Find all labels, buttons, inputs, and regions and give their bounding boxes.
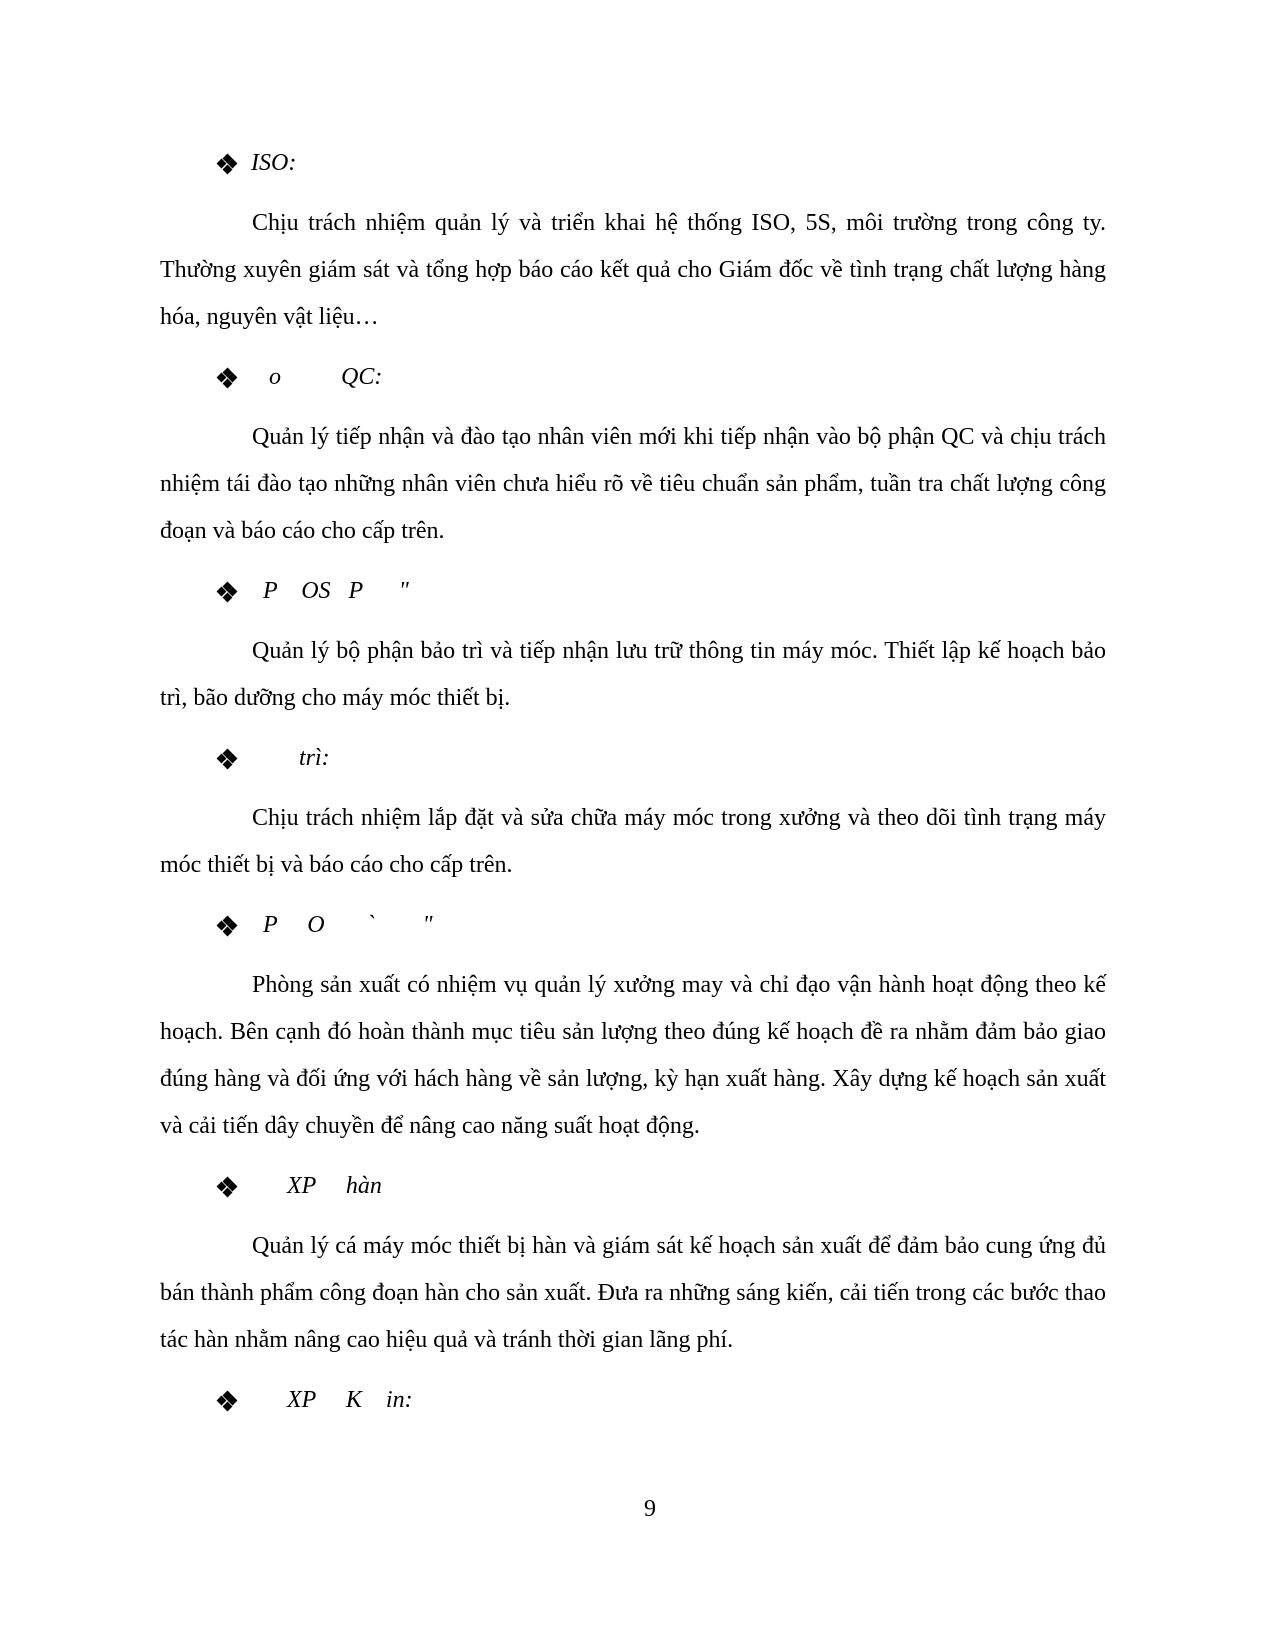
paragraph-bao-tri-quanly: Quản lý bộ phận bảo trì và tiếp nhận lưu trữ thông tin máy móc. Thiết lập kế hoạch bảo trì, bão dưỡng cho máy móc thiết bị. bbox=[160, 638, 1106, 711]
bullet-heading-tri bbox=[218, 735, 1106, 782]
heading-text: P O ` " bbox=[251, 912, 433, 938]
heading-text: XP hàn bbox=[251, 1173, 382, 1199]
bullet-heading-xp-k-in bbox=[218, 1377, 1106, 1424]
four-diamond-bullet-icon bbox=[218, 369, 236, 387]
bullet-heading-p-os bbox=[218, 568, 1106, 615]
heading-text: o QC: bbox=[251, 364, 383, 390]
heading-text: XP K in: bbox=[251, 1387, 413, 1413]
paragraph-san-xuat: Phòng sản xuất có nhiệm vụ quản lý xưởng may và chỉ đạo vận hành hoạt động theo kế hoạch. Bên cạnh đó hoàn thành mục tiêu sản lượng theo đúng kế hoạch đề ra nhằm đảm bảo giao đúng hàng và đối ứng với hách hàng về sản lượng, kỳ hạn xuất hàng. Xây dựng kế hoạch sản xuất và cải tiến dây chuyền để nâng cao năng suất hoạt động. bbox=[160, 972, 1106, 1139]
paragraph-qc: Quản lý tiếp nhận và đào tạo nhân viên mới khi tiếp nhận vào bộ phận QC và chịu trách nhiệm tái đào tạo những nhân viên chưa hiểu rõ về tiêu chuẩn sản phẩm, tuần tra chất lượng công đoạn và báo cáo cho cấp trên. bbox=[160, 424, 1106, 544]
heading-text: ISO: bbox=[251, 150, 297, 176]
four-diamond-bullet-icon bbox=[218, 750, 236, 768]
page-number: 9 bbox=[644, 1496, 656, 1522]
bullet-heading-qc bbox=[218, 354, 1106, 401]
four-diamond-bullet-icon bbox=[218, 1392, 236, 1410]
paragraph-iso: Chịu trách nhiệm quản lý và triển khai hệ thống ISO, 5S, môi trường trong công ty. Thường xuyên giám sát và tổng hợp báo cáo kết quả cho Giám đốc về tình trạng chất lượng hàng hóa, nguyên vật liệu… bbox=[160, 210, 1106, 330]
four-diamond-bullet-icon bbox=[218, 583, 236, 601]
paragraph-xp-han: Quản lý cá máy móc thiết bị hàn và giám sát kế hoạch sản xuất để đảm bảo cung ứng đủ bán thành phẩm công đoạn hàn cho sản xuất. Đưa ra những sáng kiến, cải tiến trong các bước thao tác hàn nhằm nâng cao hiệu quả và tránh thời gian lãng phí. bbox=[160, 1233, 1106, 1353]
four-diamond-bullet-icon bbox=[218, 1178, 236, 1196]
paragraph-tri: Chịu trách nhiệm lắp đặt và sửa chữa máy móc trong xưởng và theo dõi tình trạng máy móc thiết bị và báo cáo cho cấp trên. bbox=[160, 805, 1106, 878]
document-content bbox=[160, 140, 1106, 1437]
four-diamond-bullet-icon bbox=[218, 917, 236, 935]
bullet-heading-p-o bbox=[218, 902, 1106, 949]
four-diamond-bullet-icon bbox=[218, 155, 236, 173]
bullet-heading-iso bbox=[218, 140, 1106, 187]
bullet-heading-xp-han bbox=[218, 1163, 1106, 1210]
heading-text: trì: bbox=[251, 745, 330, 771]
heading-text: P OS P " bbox=[251, 578, 409, 604]
